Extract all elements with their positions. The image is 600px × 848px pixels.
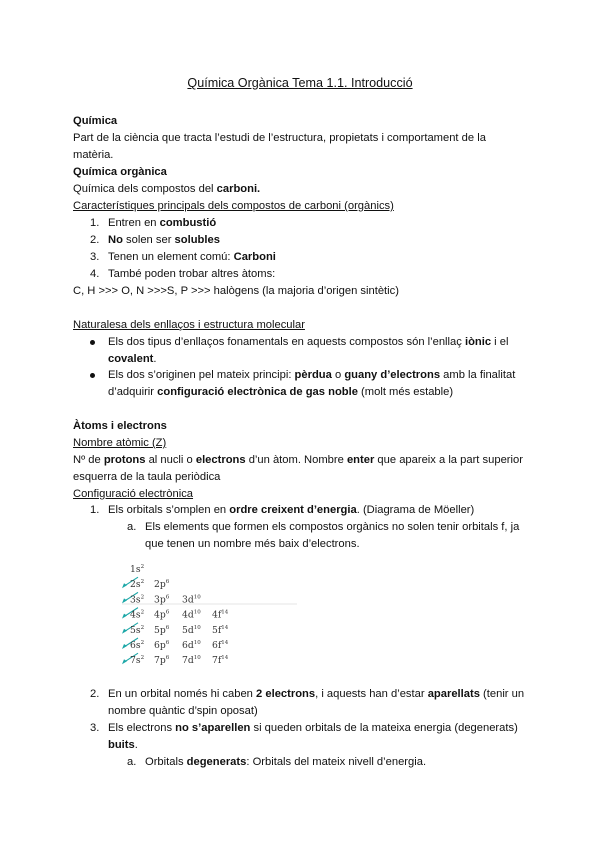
arrow-head-icon — [122, 614, 127, 619]
heading-configuracio: Configuració electrònica — [73, 488, 194, 500]
quimica-definition-line2: matèria. — [73, 149, 114, 161]
orbital-label: $7d^{10}$ — [182, 655, 201, 667]
orbital-label: $7p^6$ — [154, 655, 170, 667]
orbital-label: $6p^6$ — [154, 640, 170, 651]
heading-naturalesa: Naturalesa dels enllaços i estructura molecular — [73, 319, 305, 331]
orbital-label: $7f^{14}$ — [212, 655, 229, 667]
page-title: Química Orgànica Tema 1.1. Introducció — [187, 76, 413, 90]
orbital-label: $5f^{14}$ — [212, 624, 229, 636]
orbital-label: $6s^2$ — [130, 640, 145, 651]
orbital-label: $3s^2$ — [130, 594, 145, 606]
orbital-label: $4d^{10}$ — [182, 609, 201, 621]
arrow-head-icon — [122, 644, 127, 649]
heading-quimica-organica: Química orgànica — [73, 166, 167, 178]
orbital-label: $5p^6$ — [154, 624, 170, 636]
document-page: Química Orgànica Tema 1.1. Introducció Química Part de la ciència que tracta l’estudi de l’estructura, propietats i comportament de la matèria. Química orgànica Química dels compostos del carboni. Característiques principals dels compostos de carboni (orgànics) 1. Entren en combustió 2. No solen ser solubles 3. Tenen un element comú: Carboni 4. També poden trobar altres àtoms: C, H >>> O, N >>>S, P >>> halògens (la majoria d’origen sintètic) Naturalesa dels enllaços i estructura molecular Els dos tipus d’enllaços fonamentals en aquests compostos són l’enllaç iònic i el covalent. Els dos s’originen pel mateix principi: pèrdua o guany d’electrons amb la finalitat d’adquirir configuració electrònica de gas noble (molt més estable) Àtoms i electrons Nombre atòmic (Z) Nº de protons al nucli o electrons d’un àtom. Nombre enter que apareix a la part superior esquerra de la taula periòdica Configuració electrònica 1. Els orbitals s’omplen en ordre creixent d’energia. (Diagrama de Möeller) a. Els elements que formen els compostos orgànics no solen tenir orbitals f, ja que tenen un nombre més baix d’electrons. $1s^2$ $2s^2$ $2p^6$ $3s^2$ $3p^6$ $3d^{10}$ $4s^2$ $4p^6$ $4d^{10}$ $4f^{14}$ $5s^2$ $5p^6$ $5d^{10}$ $5f^{14}$ $6s^2$ $6p^6$ $6d^{10}$ $6f^{14}$ $7s^2$ $7p^6$ $7d^{10}$ $7f^{14}$ 2. En un orbital només hi caben 2 electrons, i aquests han d’estar aparellats (tenir un nombre quàntic d’spin oposat) 3. Els electrons no s’aparellen si queden orbitals de la mateixa energia (degenerats) buits. a. Orbitals degenerats: Orbitals del mateix nivell d’energia. — [0, 0, 600, 848]
element-order-line: C, H >>> O, N >>>S, P >>> halògens (la majoria d’origen sintètic) — [73, 285, 399, 297]
orbital-label: $2p^6$ — [154, 579, 170, 591]
orbital-label: $1s^2$ — [130, 564, 145, 575]
orbital-label: $3d^{10}$ — [182, 594, 201, 606]
arrow-head-icon — [122, 598, 127, 603]
arrow-head-icon — [122, 659, 127, 664]
heading-caracteristiques: Característiques principals dels compostos de carboni (orgànics) — [73, 200, 394, 212]
orbital-label: $4f^{14}$ — [212, 609, 229, 621]
arrow-head-icon — [122, 583, 127, 588]
orbital-label: $3p^6$ — [154, 594, 170, 606]
orbital-label: $6d^{10}$ — [182, 640, 201, 651]
orbital-label: $7s^2$ — [130, 655, 145, 667]
heading-atoms-electrons: Àtoms i electrons — [73, 420, 167, 432]
moeller-diagram — [112, 560, 302, 672]
orbital-label: $6f^{14}$ — [212, 640, 229, 651]
nombre-atomic-definition-line2: esquerra de la taula periòdica — [73, 471, 221, 483]
moeller-diagram-svg — [112, 560, 302, 672]
bullet-dot — [90, 373, 95, 378]
arrow-head-icon — [122, 629, 127, 634]
orbital-label: $2s^2$ — [130, 579, 145, 591]
orbital-label: $5s^2$ — [130, 624, 145, 636]
nombre-atomic-definition-line1: Nº de protons al nucli o electrons d’un àtom. Nombre enter que apareix a la part superior — [73, 454, 523, 466]
quimica-definition-line1: Part de la ciència que tracta l’estudi de l’estructura, propietats i comportament de la — [73, 132, 486, 144]
orbital-label: $4s^2$ — [130, 609, 145, 621]
orbital-label: $4p^6$ — [154, 609, 170, 621]
orbital-label: $5d^{10}$ — [182, 624, 201, 636]
heading-quimica: Química — [73, 115, 118, 127]
heading-nombre-atomic: Nombre atòmic (Z) — [73, 437, 167, 449]
bullet-dot — [90, 340, 95, 345]
organica-definition: Química dels compostos del carboni. — [73, 183, 261, 195]
